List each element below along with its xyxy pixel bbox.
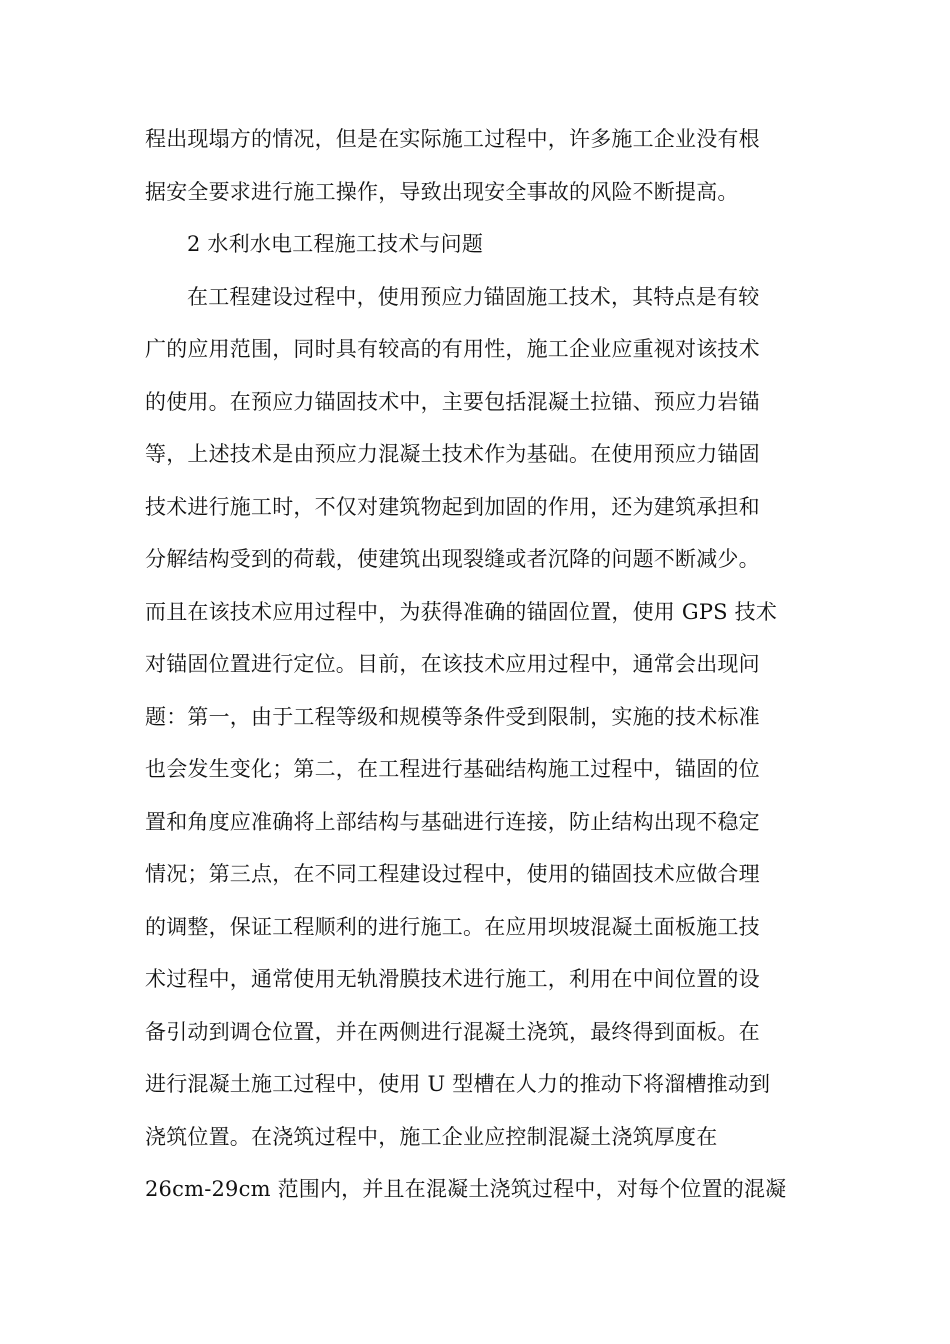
body-text bbox=[145, 113, 805, 1216]
text-line: 分解结构受到的荷载，使建筑出现裂缝或者沉降的问题不断减少。 bbox=[145, 547, 760, 571]
text-line: 置和角度应准确将上部结构与基础进行连接，防止结构出现不稳定 bbox=[145, 809, 760, 834]
text-line: 也会发生变化；第二，在工程进行基础结构施工过程中，锚固的位 bbox=[145, 757, 760, 781]
text-line: 广的应用范围，同时具有较高的有用性，施工企业应重视对该技术 bbox=[145, 337, 760, 361]
text-line: 据安全要求进行施工操作，导致出现安全事故的风险不断提高。 bbox=[145, 179, 739, 204]
text-line: 浇筑位置。在浇筑过程中，施工企业应控制混凝土浇筑厚度在 bbox=[145, 1124, 718, 1149]
text-line: 而且在该技术应用过程中，为获得准确的锚固位置，使用 GPS 技术 bbox=[145, 599, 778, 624]
text-line: 题：第一，由于工程等级和规模等条件受到限制，实施的技术标准 bbox=[145, 704, 760, 729]
text-line: 对锚固位置进行定位。目前，在该技术应用过程中，通常会出现问 bbox=[145, 652, 760, 676]
text-line: 技术进行施工时，不仅对建筑物起到加固的作用，还为建筑承担和 bbox=[145, 494, 760, 519]
text-line: 进行混凝土施工过程中，使用 U 型槽在人力的推动下将溜槽推动到 bbox=[145, 1072, 771, 1096]
section-heading: 2 水利水电工程施工技术与问题 bbox=[187, 232, 484, 256]
text-line: 术过程中，通常使用无轨滑膜技术进行施工，利用在中间位置的设 bbox=[145, 967, 760, 991]
text-line: 备引动到调仓位置，并在两侧进行混凝土浇筑，最终得到面板。在 bbox=[145, 1019, 760, 1044]
text-line: 情况；第三点，在不同工程建设过程中，使用的锚固技术应做合理 bbox=[145, 862, 760, 886]
text-line: 程出现塌方的情况，但是在实际施工过程中，许多施工企业没有根 bbox=[145, 127, 760, 151]
paragraph-first-line: 在工程建设过程中，使用预应力锚固施工技术，其特点是有较 bbox=[187, 284, 760, 309]
text-line: 26cm-29cm 范围内，并且在混凝土浇筑过程中，对每个位置的混凝 bbox=[145, 1177, 787, 1201]
text-line: 的调整，保证工程顺利的进行施工。在应用坝坡混凝土面板施工技 bbox=[145, 914, 760, 939]
text-line: 等，上述技术是由预应力混凝土技术作为基础。在使用预应力锚固 bbox=[145, 442, 760, 466]
text-line: 的使用。在预应力锚固技术中，主要包括混凝土拉锚、预应力岩锚 bbox=[145, 389, 760, 414]
